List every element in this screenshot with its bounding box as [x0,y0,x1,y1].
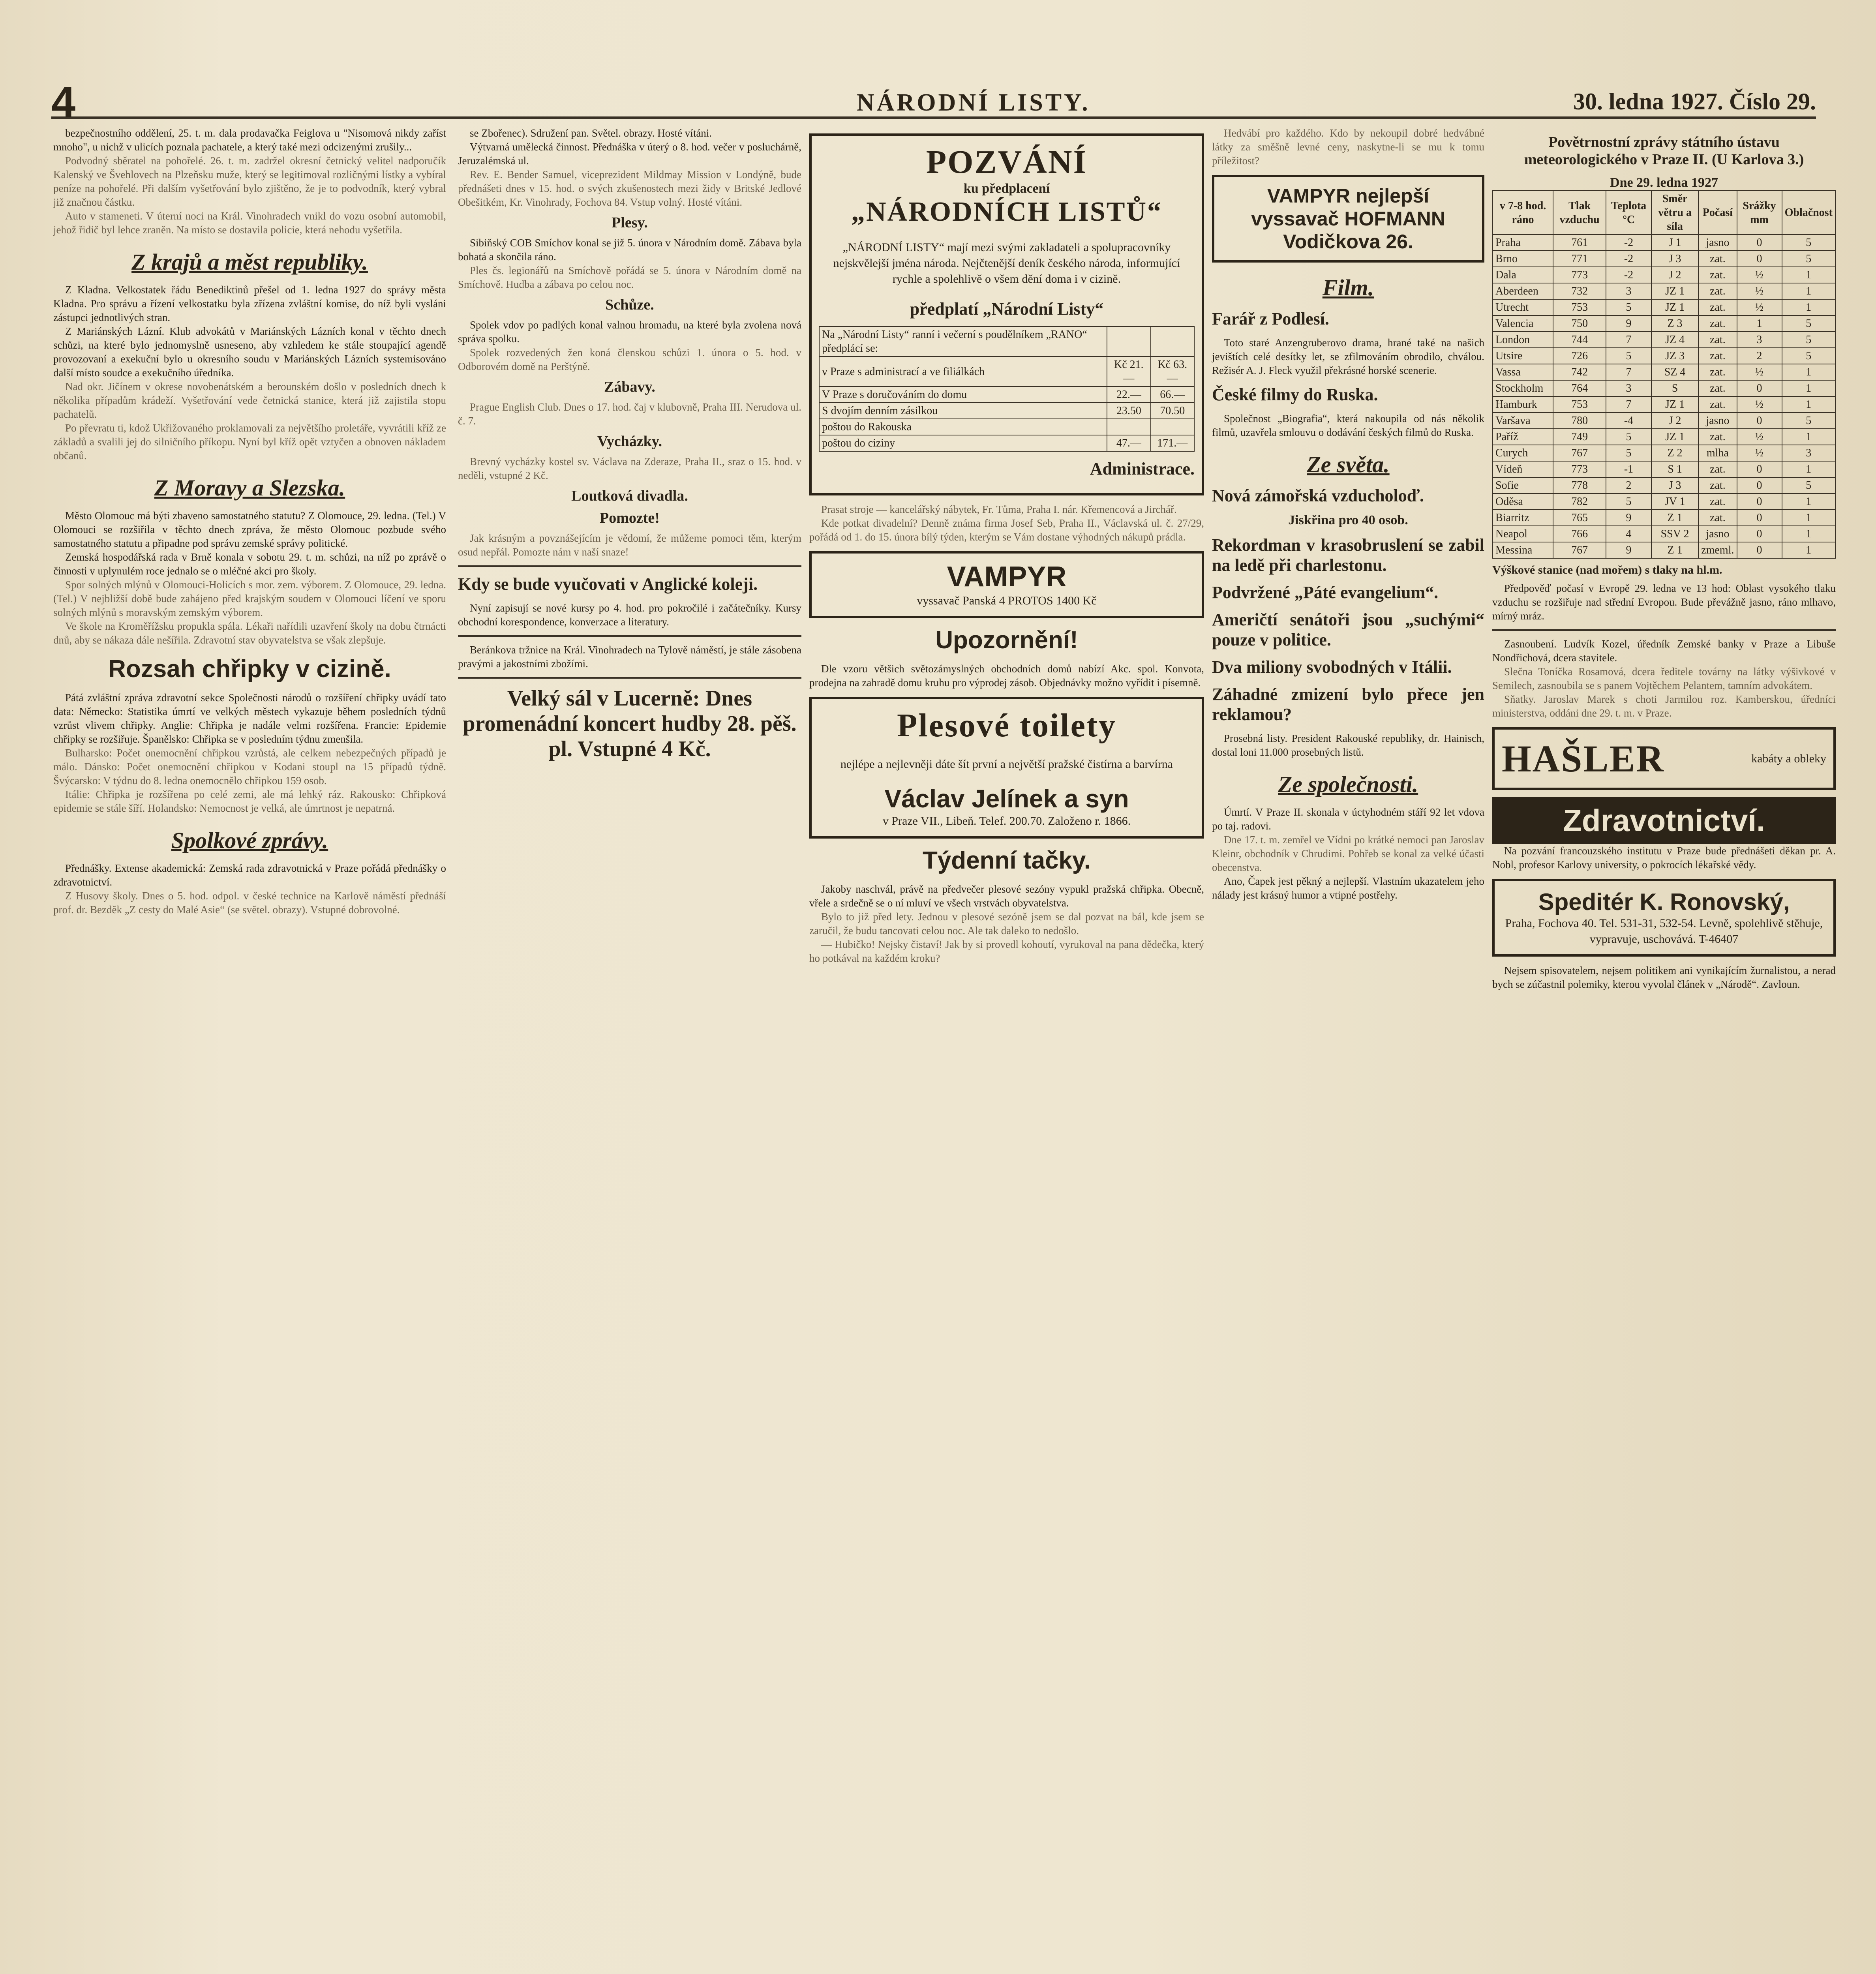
divider [458,635,801,637]
weather-cell: -1 [1606,461,1651,477]
weather-cell: Varšava [1493,413,1553,429]
weather-cell: 3 [1606,283,1651,299]
price-row [819,419,1194,435]
weather-cell: ½ [1737,364,1782,380]
weather-cell: 0 [1737,380,1782,396]
ad-lucerna: Velký sál v Lucerně: Dnes promenádní koncert hudby 28. pěš. pl. Vstupné 4 Kč. [463,686,797,761]
weather-cell: 766 [1553,526,1606,542]
weather-cell: 9 [1606,510,1651,526]
price-cell: 23.50 [1107,403,1150,419]
section-heading-world: Ze světa. [1307,452,1390,477]
weather-cell: J 3 [1651,251,1698,267]
divider [1492,629,1836,631]
weather-cell: 750 [1553,315,1606,332]
article-plesy: Sibiňský COB Smíchov konal se již 5. února v Národním domě. Zábava byla bohatá a skončila ráno. [458,237,801,263]
weather-cell: jasno [1698,526,1737,542]
price-row [819,435,1194,451]
weather-cell: 0 [1737,510,1782,526]
weather-table [1492,190,1836,559]
plesove-addr: v Praze VII., Libeň. Telef. 200.70. Založeno r. 1866. [882,814,1131,828]
article-filler: Ples čs. legionářů na Smíchově pořádá se 5. února v Národním domě na Smíchově. Hudba a zábava po celou noc. [458,265,801,290]
weather-cell: 0 [1737,494,1782,510]
weather-cell: 5 [1782,332,1835,348]
weather-cell: J 2 [1651,413,1698,429]
weather-cell: 1 [1782,364,1835,380]
section-heading-clubs: Spolkové zprávy. [171,828,328,853]
section-heading-regions: Z krajů a měst republiky. [131,249,368,275]
article-farar: Toto staré Anzengruberovo drama, hrané také na našich jevištích celé desítky let, se zfilmováním obrodilo, chválou. Režisér A. J. Fleck využil překrásné horské scenerie. [1212,337,1484,376]
price-cell: Kč 21.— [1107,357,1150,387]
article-filler: Jak krásným a povznášejícím je vědomí, že můžeme pomoci těm, kterým osud nepřál. Pomozte nám v naší snaze! [458,532,801,558]
weather-row [1493,235,1835,251]
article-filler: Prague English Club. Dnes o 17. hod. čaj v klubovně, Praha III. Nerudova ul. č. 7. [458,401,801,427]
weather-cell: Utsire [1493,348,1553,364]
weather-cell: 2 [1737,348,1782,364]
weather-cell: 5 [1606,429,1651,445]
weather-cell: 773 [1553,267,1606,283]
weather-cell: zat. [1698,494,1737,510]
weather-cell: 5 [1782,315,1835,332]
weather-cell: ½ [1737,429,1782,445]
weather-row [1493,445,1835,461]
ad-anglicka-title: Kdy se bude vyučovati v Anglické koleji. [458,574,758,594]
article-filler: Rev. E. Bender Samuel, viceprezident Mildmay Mission v Londýně, bude přednášeti dnes v 15. hod. o svých zkušenostech mezi židy v Britské Jedlové Obešitkém, Kr. Vinohrady, Fochova 84. Vstup volný. Hosté vítáni. [458,169,801,208]
heading-ceske: České filmy do Ruska. [1212,385,1378,404]
weather-cell: 1 [1782,283,1835,299]
weather-cell: J 1 [1651,235,1698,251]
plesove-title: Plesové toilety [897,707,1116,744]
weather-cell: Z 3 [1651,315,1698,332]
weather-cell: 742 [1553,364,1606,380]
weather-cell: Z 2 [1651,445,1698,461]
weather-cell: 765 [1553,510,1606,526]
weather-header-cell: Počasí [1698,191,1737,235]
section-heading-society: Ze společnosti. [1278,771,1418,797]
weather-cell: JZ 1 [1651,283,1698,299]
price-cell: 66.— [1151,387,1194,403]
weather-cell: 5 [1782,413,1835,429]
weather-cell: 782 [1553,494,1606,510]
heading-upozorneni: Upozornění! [935,627,1078,654]
ad-spediter [1492,879,1836,957]
weather-cell: 3 [1606,380,1651,396]
article-closing: Nejsem spisovatelem, nejsem politikem ani vynikajícím žurnalistou, a nerad bych se zúčastnil polemiky, kterou vyvolal článek v „Národě“. Zavloun. [1492,964,1836,990]
ad-anglicka-text: Nyní zapisují se nové kursy po 4. hod. pro pokročilé i začátečníky. Kursy obchodní korespondence, konverzace a literatury. [458,602,801,628]
weather-cell: 778 [1553,477,1606,494]
weather-cell: 1 [1782,461,1835,477]
weather-cell: Vassa [1493,364,1553,380]
weather-cell: 4 [1606,526,1651,542]
article-filler: Brevný vycházky kostel sv. Václava na Zderaze, Praha II., sraz o 15. hod. v neděli, vstupné 2 Kč. [458,456,801,481]
weather-cell: Oděsa [1493,494,1553,510]
weather-row [1493,332,1835,348]
weather-cell: ½ [1737,299,1782,315]
subscription-sub: ku předplacení [963,181,1050,196]
weather-cell: zat. [1698,477,1737,494]
price-cell: V Praze s doručováním do domu [819,387,1107,403]
price-cell [1107,326,1150,357]
weather-cell: JZ 4 [1651,332,1698,348]
article-top: se Zbořenec). Sdružení pan. Světel. obrazy. Hosté vítáni. [470,127,712,139]
weather-cell: Aberdeen [1493,283,1553,299]
article-filler: Prasat stroje — kancelářský nábytek, Fr. Tůma, Praha I. nár. Křemencová a Jirchář. Kde potkat divadelní? Denně známa firma Josef Seb, Praha II., Václavská ul. č. 27/29, pořádá od 1. do 15. února bílý týden, kterým se Vám dostane výhodných nákupů prádla. [809,503,1204,543]
section-heading-flu: Rozsah chřipky v cizině. [108,655,391,683]
heading-zabavy: Zábavy. [604,379,655,395]
weather-cell: Stockholm [1493,380,1553,396]
heading-schuze: Schůze. [605,296,654,313]
weather-cell: zat. [1698,267,1737,283]
weather-cell: ½ [1737,396,1782,413]
issue-date: 30. ledna 1927. Číslo 29. [1573,88,1816,114]
price-cell: Na „Národní Listy“ ranní i večerní s poudělníkem „RANO“ předplácí se: [819,326,1107,357]
article-zasnoubeni: Zasnoubení. Ludvík Kozel, úředník Zemské banky v Praze a Libuše Nondřichová, dcera stavitele. [1492,638,1836,664]
weather-cell: zat. [1698,396,1737,413]
weather-row [1493,477,1835,494]
weather-cell: J 3 [1651,477,1698,494]
weather-cell: 3 [1782,445,1835,461]
heading-pomozte: Pomozte! [600,510,660,526]
article-filler: Slečna Toníčka Rosamová, dcera ředitele továrny na látky výšivkové v Semilech, zasnoubila se s panem Vojtěchem Pelantem, tamním advokátem. Sňatky. Jaroslav Marek s choti Jarmilou roz. Kamberskou, úředníci ministerstva, oddáni dne 29. t. m. v Praze. [1492,666,1836,719]
article-marianske: Z Mariánských Lázní. Klub advokátů v Mariánských Lázních konal v těchto dnech schůzi, na které bylo jednomyslně usneseno, aby vzhledem ke stále stoupající agendě provozovaní a exekuční bylo u okresního soudu v Mariánských Lázních systemisováno další místo soudce a exekučního úředníka. [53,325,446,379]
article-lectures: Přednášky. Extense akademická: Zemská rada zdravotnická v Praze pořádá přednášky o zdravotnictví. [53,862,446,888]
newspaper-title: NÁRODNÍ LISTY. [857,89,1090,116]
heading-nova-sub: Jiskřina pro 40 osob. [1288,513,1408,527]
subscription-ad [809,133,1204,495]
heading-zahadne: Záhadné zmizení bylo přece jen reklamou? [1212,685,1484,724]
article-intro: bezpečnostního oddělení, 25. t. m. dala prodavačka Feiglova u "Nisomová nikdy zaříst mnoho", u nichž v ulicích poznala pachatele, a který také mezi odcizenými zrušily... [53,127,446,153]
weather-cell: Dala [1493,267,1553,283]
weather-cell: ½ [1737,267,1782,283]
weather-cell: JV 1 [1651,494,1698,510]
weather-cell: Hamburk [1493,396,1553,413]
article-kladno: Z Kladna. Velkostatek řádu Benediktinů přešel od 1. ledna 1927 do správy města Kladna. Pro správu a řízení velkostatku byla zřízena zvláštní komise, do níž byli vysláni zástupci jednotlivých stran. [53,284,446,323]
heading-nova: Nová zámořská vzducholoď. [1212,486,1424,505]
weather-header-cell: Teplota °C [1606,191,1651,235]
weather-cell: 761 [1553,235,1606,251]
column-4 [1212,126,1484,902]
weather-cell: ½ [1737,283,1782,299]
weather-cell: 0 [1737,413,1782,429]
spediter-title: Speditér K. Ronovský, [1538,889,1790,915]
weather-cell: 1 [1782,542,1835,558]
weather-cell: JZ 3 [1651,348,1698,364]
weather-cell: zat. [1698,429,1737,445]
article-brno: Zemská hospodářská rada v Brně konala v sobotu 29. t. m. schůzi, na níž po zprávě o činnosti v uplynulém roce jednalo se o mléčné akci pro školy. [53,551,446,577]
weather-cell: 726 [1553,348,1606,364]
weather-cell: zat. [1698,461,1737,477]
weather-cell: SSV 2 [1651,526,1698,542]
weather-cell: 780 [1553,413,1606,429]
heading-divadla: Loutková divadla. [571,488,688,504]
weather-cell: 744 [1553,332,1606,348]
masthead [51,78,1816,126]
article-filler: Hedvábí pro každého. Kdo by nekoupil dobré hedvábné látky za směšně levné ceny, naskytne-li se mu k tomu příležitost? [1212,127,1484,167]
price-cell [1151,326,1194,357]
weather-cell: SZ 4 [1651,364,1698,380]
article-flu: Pátá zvláštní zpráva zdravotní sekce Společnosti národů o rozšíření chřipky uvádí tato data: Německo: Statistika úmrtí ve velkých městech vykazuje během posledních týdnů vzrůst vlivem chřipky. Anglie: Chřipka je nadále velmi rozšířena. Francie: Epidemie chřipky se rozšiřuje. Španělsko: Chřipka se v posledním týdnu zmenšila. [53,692,446,745]
weather-cell: 0 [1737,251,1782,267]
ad-vampyr-2 [1212,175,1484,263]
article-upozorneni: Dle vzoru většich světozámyslných obchodních domů nabízí Akc. spol. Konvota, prodejna na zahradě domu kruhu pro výprodej zásob. Objednávky možno vyřídit i písemně. [809,663,1204,689]
weather-cell: 753 [1553,299,1606,315]
weather-cell: Vídeň [1493,461,1553,477]
vampyr-1-sub: vyssavač Panská 4 PROTOS 1400 Kč [917,594,1097,607]
divider [458,677,801,679]
weather-cell: zat. [1698,380,1737,396]
weather-row [1493,542,1835,558]
vampyr-1-title: VAMPYR [947,561,1067,593]
weather-cell: 1 [1782,380,1835,396]
weather-cell: 9 [1606,315,1651,332]
weather-cell: 2 [1606,477,1651,494]
heading-americti: Američtí senátoři jsou „suchými“ pouze v politice. [1212,610,1484,649]
article-filler: Nad okr. Jičínem v okrese novobenátském a berounském došlo v posledních dnech k několika případům krádeží. Vyšetřování vede četnická stanice, která již zajistila stopu pachatelů. Po převratu ti, kdož Ukřižovaného proklamovali za největšího proletáře, vyvrátili kříž ze základů a svalili jej do silničního příkopu. Nyní byl kříž opět vztyčen a obnoven nákladem občanů. [53,381,446,462]
heading-podvrzene: Podvržené „Páté evangelium“. [1212,583,1439,602]
article-zdravotnictvi: Na pozvání francouzského institutu v Praze bude přednášeti děkan pr. A. Nobl, profesor Karlovy university, o pokrocích lékařské vědy. [1492,845,1836,871]
article-filler: Z Husovy školy. Dnes o 5. hod. odpol. v české technice na Karlově náměstí přednáší prof. dr. Bezděk „Z cesty do Malé Asie“ (se světel. obrazy). Vstupné dobrovolné. [53,890,446,916]
column-5 [1492,126,1836,991]
price-cell: S dvojím denním zásilkou [819,403,1107,419]
article-prosebna: Prosebná listy. President Rakouské republiky, dr. Hainisch, dostal loni 11.000 prosebných listů. [1212,732,1484,758]
weather-row [1493,380,1835,396]
weather-cell: jasno [1698,413,1737,429]
price-row [819,326,1194,357]
weather-cell: 1 [1782,429,1835,445]
divider [458,565,801,567]
weather-cell: 0 [1737,477,1782,494]
weather-row [1493,396,1835,413]
weather-cell: 5 [1782,251,1835,267]
weather-cell: JZ 1 [1651,429,1698,445]
weather-cell: 5 [1782,235,1835,251]
weather-cell: S 1 [1651,461,1698,477]
subscription-title: POZVÁNÍ [926,144,1088,180]
weather-header-cell: Tlak vzduchu [1553,191,1606,235]
section-heading-moravia: Z Moravy a Slezska. [154,475,345,501]
weather-cell: 1 [1782,396,1835,413]
weather-header-cell: v 7-8 hod. ráno [1493,191,1553,235]
weather-cell: zat. [1698,332,1737,348]
weather-cell: 0 [1737,461,1782,477]
column-2 [458,126,801,769]
weather-row [1493,461,1835,477]
weather-cell: -2 [1606,235,1651,251]
weather-row [1493,429,1835,445]
article-umrti: Úmrtí. V Praze II. skonala v úctyhodném stáří 92 let vdova po taj. radovi. [1212,806,1484,832]
price-cell: v Praze s administrací a ve filiálkách [819,357,1107,387]
weather-cell: Utrecht [1493,299,1553,315]
article-vytvarne: Výtvarná umělecká činnost. Přednáška v úterý o 8. hod. večer v posluchárně, Jeruzalémská ul. [458,141,801,167]
column-3 [809,126,1204,965]
weather-cell: 732 [1553,283,1606,299]
weather-cell: ½ [1737,445,1782,461]
weather-cell: J 2 [1651,267,1698,283]
article-filler: Dne 17. t. m. zemřel ve Vídni po krátké nemoci pan Jaroslav Kleinr, obchodník v Chrudimi. Pohřeb se konal za velké účasti obecenstva. [1212,834,1484,873]
weather-date: Dne 29. ledna 1927 [1610,175,1718,190]
price-cell: Kč 63.— [1151,357,1194,387]
weather-cell: Z 1 [1651,510,1698,526]
weather-cell: -2 [1606,267,1651,283]
article-filler: Bylo to již před lety. Jednou v plesové sezóně jsem se dal pozvat na bál, kde jsem se zaručil, že budu tancovati celou noc. Ale tak daleko to nedošlo. — Hubičko! Nejsky čistaví! Jak by si provedl kohoutí, vyrukoval na pana dědečka, který ho potkával na každém kroku? [809,911,1204,964]
weather-cell: 5 [1606,445,1651,461]
weather-row [1493,510,1835,526]
weather-cell: 1 [1737,315,1782,332]
heading-tydenni: Týdenní tačky. [922,847,1091,874]
plesove-firm: Václav Jelínek a syn [884,784,1129,813]
weather-cell: London [1493,332,1553,348]
weather-cell: 5 [1606,299,1651,315]
article-filler: Podvodný sběratel na pohořelé. 26. t. m. zadržel okresní četnický velitel nadporučík Kalenský ve Švehlovech na Plzeňsku muže, který se legitimoval rozličnými lístky a vybíral peníze na pohořelé. Při dalším vyšetřování bylo zjištěno, že je to podvodník, který vybral již značnou částku. Auto v stameneti. V úterní noci na Král. Vinohradech vnikl do vozu osobní automobil, jehož řidič byl lehce zraněn. Na místo se dostavila policie, která nehodu vyšetřila. [53,155,446,236]
price-row [819,357,1194,387]
weather-cell: jasno [1698,235,1737,251]
weather-cell: zat. [1698,364,1737,380]
weather-cell: Paříž [1493,429,1553,445]
weather-cell: Sofie [1493,477,1553,494]
weather-cell: zat. [1698,299,1737,315]
weather-cell: 767 [1553,542,1606,558]
weather-cell: mlha [1698,445,1737,461]
weather-cell: Biarritz [1493,510,1553,526]
hasler-title: HAŠLER [1502,737,1665,780]
weather-cell: zmeml. [1698,542,1737,558]
heading-vychazky: Vycházky. [597,433,662,450]
weather-cell: 0 [1737,526,1782,542]
heading-dva-miliony: Dva miliony svobodných v Itálii. [1212,657,1452,677]
price-row [819,403,1194,419]
price-cell: poštou do Rakouska [819,419,1107,435]
weather-cell: zat. [1698,348,1737,364]
weather-header-cell: Srážky mm [1737,191,1782,235]
price-cell: 22.— [1107,387,1150,403]
weather-cell: Praha [1493,235,1553,251]
weather-cell: Valencia [1493,315,1553,332]
subscription-price-table [819,326,1195,452]
hasler-sub: kabáty a obleky [1751,752,1826,765]
page-number: 4 [51,78,76,126]
price-cell: 47.— [1107,435,1150,451]
weather-row [1493,267,1835,283]
weather-forecast: Předpověď počasí v Evropě 29. ledna ve 13 hod: Oblast vysokého tlaku vzduchu se rozšiřuje nad střední Evropou. Bude převážně jasno, ráno mlhavo, mírný mráz. [1492,582,1836,622]
weather-header-cell: Oblačnost [1782,191,1835,235]
weather-cell: 1 [1782,299,1835,315]
article-filler: Spor solných mlýnů v Olomouci-Holicích s mor. zem. výborem. Z Olomouce, 29. ledna. (Tel.) V nejbližší době bude zahájeno před krajským soudem v Olomouci líčení ve sporu solných mlýnů s moravským zemským výborem. Ve škole na Kroměřížsku propukla spála. Lékaři nařídili uzavření školy na dobu čtrnácti dnů, aby se nákaza dále nešířila. Zdravotní stav obyvatelstva se však zlepšuje. [53,579,446,646]
weather-cell: 7 [1606,332,1651,348]
plesove-text: nejlépe a nejlevněji dáte šít první a největší pražské čistírna a barvírna [840,758,1173,771]
subscription-name: „NÁRODNÍCH LISTŮ“ [851,197,1163,227]
weather-cell: zat. [1698,283,1737,299]
article-olomouc: Město Olomouc má býti zbaveno samostatného statutu? Z Olomouce, 29. ledna. (Tel.) V Olomouci se rozšiřila v těchto dnech zpráva, že město Olomouc pozbude svého samostatného statutu a připadne pod správu zemské správy politické. [53,510,446,549]
weather-cell: 9 [1606,542,1651,558]
weather-cell: 3 [1737,332,1782,348]
article-filler: Spolek rozvedených žen koná členskou schůzi 1. února o 5. hod. v Odborovém domě na Perštýně. [458,347,801,372]
heading-zdravotnictvi: Zdravotnictví. [1492,797,1836,844]
weather-cell: zat. [1698,510,1737,526]
weather-row [1493,364,1835,380]
weather-cell: 0 [1737,542,1782,558]
weather-cell: Z 1 [1651,542,1698,558]
weather-row [1493,283,1835,299]
price-cell: 171.— [1151,435,1194,451]
article-ceske: Společnost „Biografia“, která nakoupila od nás několik filmů, uzavřela smlouvu o dodávání českých filmů do Ruska. [1212,413,1484,438]
subscription-price-title: předplatí „Národní Listy“ [910,299,1104,319]
weather-cell: 5 [1782,348,1835,364]
weather-cell: 771 [1553,251,1606,267]
ad-vampyr-1 [809,551,1204,618]
weather-cell: JZ 1 [1651,396,1698,413]
weather-cell: 7 [1606,396,1651,413]
weather-cell: 1 [1782,526,1835,542]
vampyr-2-title: VAMPYR nejlepší vyssavač HOFMANN Vodičkova 26. [1251,185,1445,253]
price-cell: 70.50 [1151,403,1194,419]
subscription-admin: Administrace. [1090,459,1195,478]
ad-hasler [1492,727,1836,790]
weather-cell: 1 [1782,267,1835,283]
subscription-text: „NÁRODNÍ LISTY“ mají mezi svými zakladateli a spolupracovníky nejskvělejší jména národa. Nejčtenější deník českého národa, informující rychle a spolehlivě o všem dění doma i v cizině. [833,241,1180,285]
weather-cell: 5 [1606,348,1651,364]
weather-title: Povětrnostní zprávy státního ústavu meteorologického v Praze II. (U Karlova 3.) [1524,134,1804,168]
price-cell [1151,419,1194,435]
weather-cell: Messina [1493,542,1553,558]
price-cell [1107,419,1150,435]
spediter-addr: Praha, Fochova 40. Tel. 531-31, 532-54. Levně, spolehlivě stěhuje, vypravuje, uschovává. T-46407 [1505,917,1823,946]
weather-cell: 1 [1782,510,1835,526]
price-cell: poštou do ciziny [819,435,1107,451]
weather-cell: 7 [1606,364,1651,380]
ad-plesove [809,697,1204,839]
weather-row [1493,299,1835,315]
weather-cell: 753 [1553,396,1606,413]
article-schuze: Spolek vdov po padlých konal valnou hromadu, na které byla zvolena nová správa spolku. [458,319,801,345]
column-1 [53,126,446,917]
weather-cell: 0 [1737,235,1782,251]
heading-farar: Farář z Podlesí. [1212,309,1329,328]
article-tydenni: Jakoby naschvál, právě na předvečer plesové sezóny vypukl pražská chřipka. Obecně, vřele a srdečně se o ní mluví ve všech vrstvách obyvatelstva. [809,883,1204,909]
weather-row [1493,348,1835,364]
weather-cell: 5 [1606,494,1651,510]
weather-row [1493,251,1835,267]
weather-cell: 764 [1553,380,1606,396]
section-heading-film: Film. [1322,275,1374,300]
weather-cell: Neapol [1493,526,1553,542]
weather-row [1493,526,1835,542]
weather-cell: 749 [1553,429,1606,445]
heading-rekordman: Rekordman v krasobruslení se zabil na ledě při charlestonu. [1212,535,1484,575]
weather-cell: -2 [1606,251,1651,267]
article-beranek: Beránkova tržnice na Král. Vinohradech na Tylově náměstí, je stále zásobena pravými a jakostními zbožími. [458,644,801,670]
weather-cell: zat. [1698,251,1737,267]
weather-cell: 5 [1782,477,1835,494]
weather-cell: Brno [1493,251,1553,267]
weather-cell: Curych [1493,445,1553,461]
weather-cell: zat. [1698,315,1737,332]
heading-plesy: Plesy. [612,214,648,231]
article-filler: Bulharsko: Počet onemocnění chřipkou vzrůstá, ale celkem nebezpečných případů je málo. Dánsko: Počet onemocnění chřipkou v Kodani stoupl na 15 případů týdně. Švýcarsko: V týdnu do 8. ledna onemocnělo chřipkou 159 osob. Itálie: Chřipka je rozšířena po celé zemi, ale má lehký ráz. Rakousko: Chřipková epidemie se stále šíří. Holandsko: Nemocnost je velká, ale úmrtnost je nepatrná. [53,747,446,814]
weather-row [1493,315,1835,332]
weather-cell: S [1651,380,1698,396]
article-trailing: Ano, Čapek jest pěkný a nejlepší. Vlastním ukazatelem jeho nálady jest krásný humor a vtipné postřehy. [1212,875,1484,901]
weather-cell: JZ 1 [1651,299,1698,315]
weather-row [1493,413,1835,429]
weather-cell: 767 [1553,445,1606,461]
weather-cell: 773 [1553,461,1606,477]
weather-cell: -4 [1606,413,1651,429]
weather-heights-title: Výškové stanice (nad mořem) s tlaky na hl.m. [1492,563,1722,576]
price-row [819,387,1194,403]
weather-row [1493,494,1835,510]
weather-cell: 1 [1782,494,1835,510]
weather-header-cell: Směr větru a síla [1651,191,1698,235]
